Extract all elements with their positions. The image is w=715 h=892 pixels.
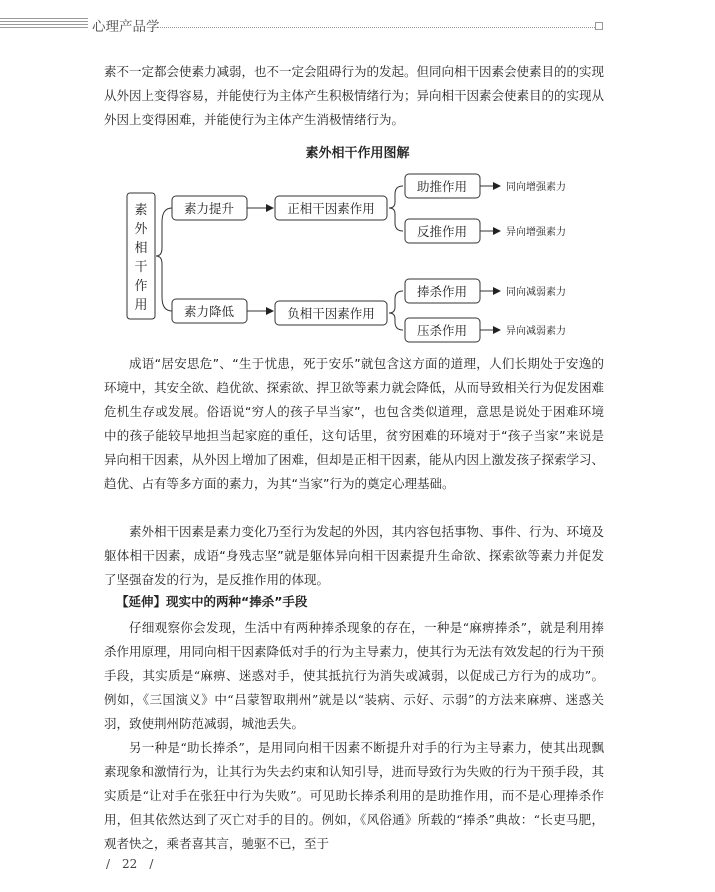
root-label-char: 外: [134, 222, 148, 237]
counter-result: 异向增强素力: [506, 227, 566, 238]
fall-label: 素力降低: [183, 304, 235, 319]
page-footer: [100, 857, 159, 871]
root-label-char: 素: [134, 203, 148, 218]
push-label: 助推作用: [416, 179, 468, 194]
figure-title: 素外相干作用图解: [305, 146, 410, 161]
brace-positive: [389, 186, 403, 231]
negative-label: 负相干因素作用: [287, 306, 375, 321]
paragraph-4: 另一种是“助长捧杀”，是用同向相干因素不断提升对手的行为主导素力，使其出现飘素现象和激情行为，让其行为失去约束和认知引导，进而导致行为失败的行为干预手段，其实质是“让对手在张狂中行为失败”。可见助长捧杀利用的是助推作用，而不是心理捧杀作用，但其依然达到了灭亡对手的目的。例如，《风俗通》所载的“捧杀”典故：“长吏马肥，观者快之，乘者喜其言，驰驱不已，至于: [104, 740, 605, 851]
running-header-title: 心理产品学: [92, 19, 160, 35]
root-label-char: 用: [134, 298, 148, 313]
counter-label: 反推作用: [416, 224, 468, 239]
extension-title: 【延伸】现实中的两种“捧杀”手段: [116, 594, 308, 609]
paragraph-1: 成语“居安思危”、“生于忧患，死于安乐”就包含这方面的道理，人们长期处于安逸的环境中，其安全欲、趋优欲、探索欲、捍卫欲等素力就会降低，从而导致相关行为促发困难危机生存或发展。俗语说“穷人的孩子早当家”，也包含类似道理，意思是说处于困难环境中的孩子能较早地担当起家庭的重任，这句话里，贫穷困难的环境对于“孩子当家”来说是异向相干因素，从外因上增加了困难，但却是正相干因素，能从内因上激发孩子探索学习、趋优、占有等多方面的素力，为其“当家”行为的奠定心理基础。: [104, 356, 605, 491]
intro-paragraph: 素不一定都会使素力减弱，也不一定会阻碍行为的发起。但同向相干因素会使素目的的实现从外因上变得容易，并能使行为主体产生积极情绪行为；异向相干因素会使素目的的实现从外因上变得困难，并能使行为主体产生消极情绪行为。: [104, 64, 605, 127]
root-label-char: 作: [134, 279, 148, 294]
root-label-char: 相: [134, 241, 148, 256]
root-label-char: 干: [134, 260, 148, 275]
press-result: 异向减弱素力: [506, 326, 566, 337]
kill-label: 捧杀作用: [416, 284, 468, 299]
kill-result: 同向减弱素力: [506, 287, 566, 298]
push-result: 同向增强素力: [506, 182, 566, 193]
footer-slash-right: /: [149, 857, 154, 871]
page-number: 22: [122, 857, 138, 871]
brace-negative: [389, 291, 403, 330]
rise-label: 素力提升: [183, 201, 235, 216]
positive-label: 正相干因素作用: [287, 201, 375, 216]
footer-slash-left: /: [106, 857, 111, 871]
press-label: 压杀作用: [416, 323, 468, 338]
root-label: [134, 203, 148, 313]
root-brace: [156, 208, 172, 311]
paragraph-2: 素外相干因素是素力变化乃至行为发起的外因，其内容包括事物、事件、行为、环境及躯体相干因素，成语“身残志坚”就是躯体异向相干因素提升生命欲、探索欲等素力并促发了坚强奋发的行为，是反推作用的体现。: [104, 524, 605, 587]
paragraph-3: 仔细观察你会发现，生活中有两种捧杀现象的存在，一种是“麻痹捧杀”，就是利用捧杀作用原理，用同向相干因素降低对手的行为主导素力，使其行为无法有效发起的行为干预手段，其实质是“麻痹、迷惑对手，使其抵抗行为消失或减弱，以促成己方行为的成功”。例如，《三国演义》中“吕蒙智取荆州”就是以“装病、示好、示弱”的方法来麻痹、迷惑关羽，致使荆州防范减弱，城池丢失。: [104, 620, 605, 731]
